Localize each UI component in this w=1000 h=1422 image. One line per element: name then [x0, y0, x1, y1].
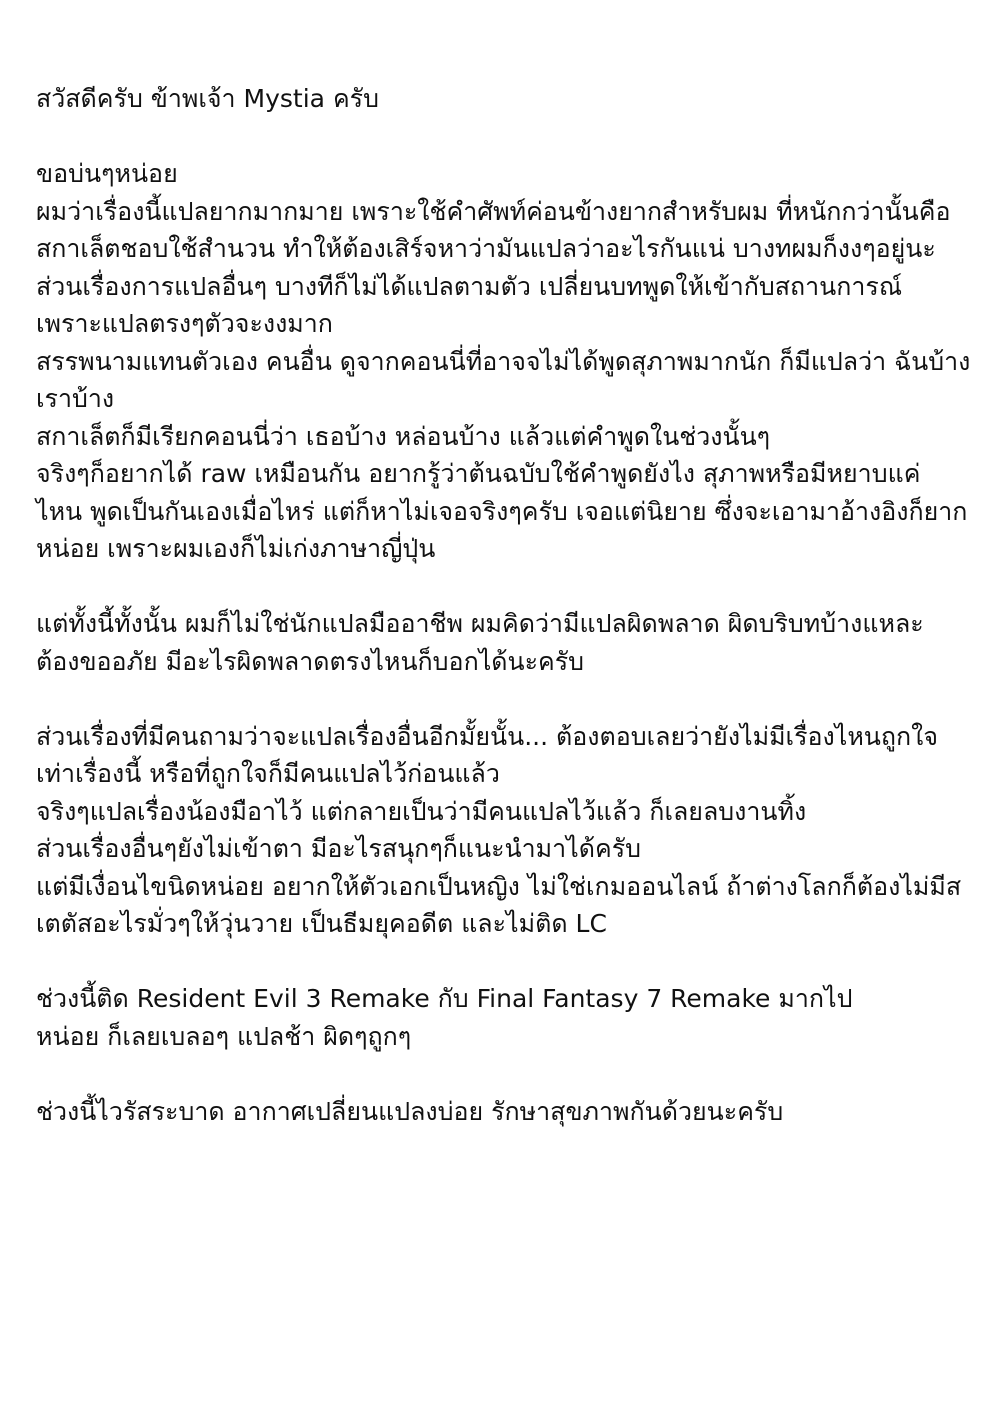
- text-line: สกาเล็ตก็มีเรียกคอนนี่ว่า เธอบ้าง หล่อนบ้าง แล้วแต่คำพูดในช่วงนั้นๆ: [36, 421, 771, 451]
- text-line: จริงๆก็อยากได้ raw เหมือนกัน อยากรู้ว่าต้นฉบับใช้คำพูดยังไง สุภาพหรือมีหยาบแค่: [36, 459, 921, 488]
- text-line: ส่วนเรื่องอื่นๆยังไม่เข้าตา มีอะไรสนุกๆก็แนะนำมาได้ครับ: [36, 834, 641, 863]
- translator-note: [36, 80, 971, 1130]
- text-line: หน่อย เพราะผมเองก็ไม่เก่งภาษาญี่ปุ่น: [36, 534, 436, 563]
- text-line: ไหน พูดเป็นกันเองเมื่อไหร่ แต่ก็หาไม่เจอจริงๆครับ เจอแต่นิยาย ซึ่งจะเอามาอ้างอิงก็ยาก: [36, 496, 968, 526]
- text-line: เตตัสอะไรมั่วๆให้วุ่นวาย เป็นธีมยุคอดีต และไม่ติด LC: [36, 909, 607, 938]
- text-line: แต่มีเงื่อนไขนิดหน่อย อยากให้ตัวเอกเป็นหญิง ไม่ใช่เกมออนไลน์ ถ้าต่างโลกก็ต้องไม่มีส: [36, 871, 962, 901]
- text-line: ต้องขออภัย มีอะไรผิดพลาดตรงไหนก็บอกได้นะครับ: [36, 646, 585, 676]
- text-line: เท่าเรื่องนี้ หรือที่ถูกใจก็มีคนแปลไว้ก่อนแล้ว: [36, 759, 500, 788]
- greeting-paragraph: [36, 80, 966, 118]
- text-line: เพราะแปลตรงๆตัวจะงงมาก: [36, 309, 333, 338]
- text-line: ส่วนเรื่องการแปลอื่นๆ บางทีก็ไม่ได้แปลตามตัว เปลี่ยนบทพูดให้เข้ากับสถานการณ์: [36, 271, 903, 301]
- text-line: จริงๆแปลเรื่องน้องมือาไว้ แต่กลายเป็นว่ามีคนแปลไว้แล้ว ก็เลยลบงานทิ้ง: [36, 796, 807, 826]
- apology-paragraph: [36, 605, 966, 680]
- text-line: หน่อย ก็เลยเบลอๆ แปลช้า ผิดๆถูกๆ: [36, 1021, 412, 1051]
- gaming-paragraph: [36, 980, 966, 1055]
- text-line: ขอบ่นๆหน่อย: [36, 159, 178, 188]
- next-project-paragraph: [36, 718, 966, 943]
- text-line: สวัสดีครับ ข้าพเจ้า Mystia ครับ: [36, 84, 379, 113]
- text-line: ผมว่าเรื่องนี้แปลยากมากมาย เพราะใช้คำศัพท์ค่อนข้างยากสำหรับผม ที่หนักกว่านั้นคือ: [36, 196, 951, 226]
- text-line: สกาเล็ตชอบใช้สำนวน ทำให้ต้องเสิร์จหาว่ามันแปลว่าอะไรกันแน่ บางทผมก็งงๆอยู่นะ: [36, 234, 936, 263]
- text-line: สรรพนามแทนตัวเอง คนอื่น ดูจากคอนนี่ที่อาจจไม่ได้พูดสุภาพมากนัก ก็มีแปลว่า ฉันบ้าง: [36, 346, 971, 376]
- closing-paragraph: [36, 1093, 966, 1131]
- complaint-paragraph: [36, 155, 971, 568]
- text-line: เราบ้าง: [36, 384, 115, 413]
- text-line: ช่วงนี้ไวรัสระบาด อากาศเปลี่ยนแปลงบ่อย รักษาสุขภาพกันด้วยนะครับ: [36, 1096, 784, 1126]
- text-line: ช่วงนี้ติด Resident Evil 3 Remake กับ Final Fantasy 7 Remake มากไป: [36, 984, 853, 1013]
- text-line: แต่ทั้งนี้ทั้งนั้น ผมก็ไม่ใช่นักแปลมืออาชีพ ผมคิดว่ามีแปลผิดพลาด ผิดบริบทบ้างแหละ: [36, 609, 924, 638]
- text-line: ส่วนเรื่องที่มีคนถามว่าจะแปลเรื่องอื่นอีกมั้ยนั้น... ต้องตอบเลยว่ายังไม่มีเรื่องไหนถูกใจ: [36, 721, 939, 751]
